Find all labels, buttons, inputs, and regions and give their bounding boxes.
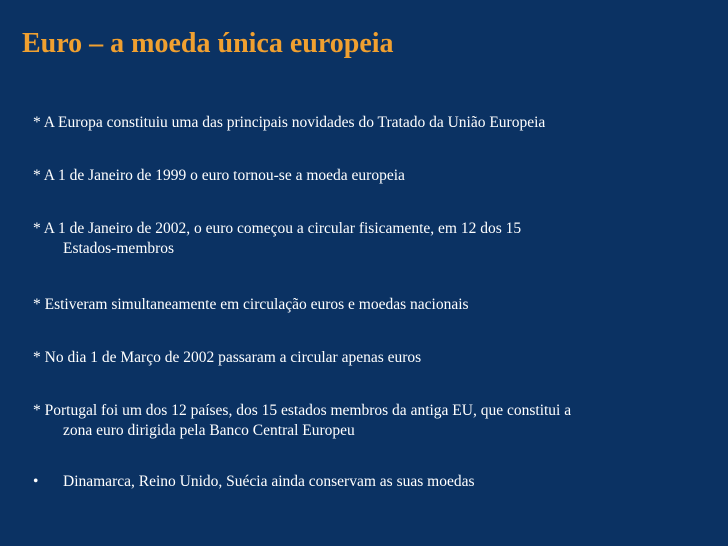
bullet-continuation: zona euro dirigida pela Banco Central Europeu: [63, 422, 355, 439]
bullet-text: A 1 de Janeiro de 1999 o euro tornou-se a moeda europeia: [43, 167, 405, 184]
bullet-text: Portugal foi um dos 12 países, dos 15 estados membros da antiga EU, que constitui a: [44, 402, 572, 419]
bullet-marker: *: [33, 167, 44, 184]
bullet-continuation: Estados-membros: [63, 240, 175, 257]
bullet-marker: *: [33, 220, 44, 237]
bullet-line: [33, 401, 713, 421]
bullet-text: Estiveram simultaneamente em circulação euros e moedas nacionais: [44, 296, 469, 313]
bullet-line: [33, 219, 713, 239]
bullet-text: A 1 de Janeiro de 2002, o euro começou a circular fisicamente, em 12 dos 15: [43, 220, 522, 237]
bullet-item: [33, 219, 713, 259]
bullet-text: No dia 1 de Março de 2002 passaram a circular apenas euros: [44, 349, 422, 366]
bullet-item: [33, 295, 713, 315]
bullet-marker: *: [33, 114, 44, 131]
bullet-marker: *: [33, 296, 45, 313]
slide-title: Euro – a moeda única europeia: [22, 28, 394, 59]
bullet-line: [33, 113, 713, 133]
bullet-text: A Europa constituiu uma das principais novidades do Tratado da União Europeia: [43, 114, 546, 131]
bullet-line: [33, 295, 713, 315]
bullet-text: Dinamarca, Reino Unido, Suécia ainda conservam as suas moedas: [63, 473, 475, 490]
bullet-item: [33, 166, 713, 186]
bullet-item: [33, 401, 713, 441]
bullet-dot-icon: •: [33, 473, 39, 490]
bullet-line: [33, 472, 713, 492]
bullet-line: [33, 166, 713, 186]
bullet-line: [33, 348, 713, 368]
bullet-item: [33, 472, 713, 492]
bullet-item: [33, 113, 713, 133]
bullet-marker: *: [33, 402, 45, 419]
bullet-item: [33, 348, 713, 368]
bullet-marker: *: [33, 349, 45, 366]
